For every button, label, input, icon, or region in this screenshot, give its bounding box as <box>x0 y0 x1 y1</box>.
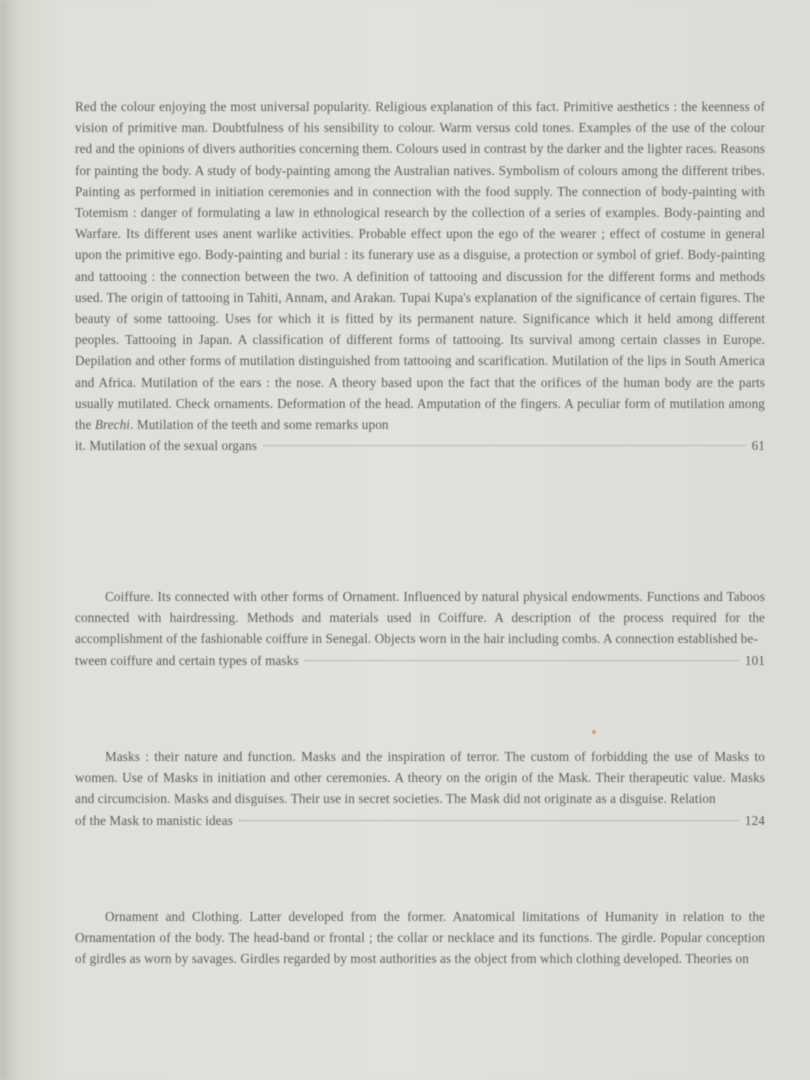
leader-dots <box>239 820 739 821</box>
ink-spot <box>592 730 596 734</box>
entry-page-line <box>75 435 765 456</box>
page-number: 124 <box>744 812 765 828</box>
entry-tail: tween coiffure and certain types of masks <box>75 652 299 668</box>
toc-entry-masks <box>75 746 765 831</box>
entry-page-line <box>75 650 765 671</box>
leader-dots <box>263 445 746 446</box>
page-number: 61 <box>751 438 765 454</box>
entry-tail: of the Mask to manistic ideas <box>75 812 233 828</box>
entry-text: Ornament and Clothing. Latter developed from the former. Anatomical limitations of Humanity in relation to the Ornamentation of the body. The head-band or frontal ; the collar or necklace and its functions. The girdle. Popular conception of girdles as worn by savages. Girdles regarded by most authorities as the object from which clothing developed. Theories on <box>75 909 765 967</box>
entry-page-line <box>75 810 765 831</box>
toc-entry-coiffure <box>75 586 765 671</box>
page-number: 101 <box>744 652 765 668</box>
entry-text: Coiffure. Its connected with other forms of Ornament. Influenced by natural physical endowments. Functions and Taboos connected with hairdressing. Methods and materials used in Coiffure. A description of the process required for the accomplishment of the fashionable coiffure in Senegal. Objects worn in the hair including combs. A connection established be- <box>75 589 765 647</box>
entry-body-continued: . Mutilation of the teeth and some remarks upon <box>130 417 389 433</box>
leader-dots <box>305 660 739 661</box>
toc-entry-body-painting <box>75 96 765 456</box>
toc-entry-ornament-clothing <box>75 906 765 970</box>
entry-body: Red the colour enjoying the most universal popularity. Religious explanation of this fact. Primitive aesthetics : the keenness of vision of primitive man. Doubtfulness of his sensibility to colour. Warm versus cold tones. Examples of the use of the colour red and the opinions of divers authorities concerning them. Colours used in contrast by the darker and the lighter races. Reasons for painting the body. A study of body-painting among the Australian natives. Symbolism of colours among the different tribes. Painting as performed in initiation ceremonies and in connection with the food supply. The connection of body-painting with Totemism : danger of formulating a law in ethnological research by the collection of a series of examples. Body-painting and Warfare. Its different uses anent warlike activities. Probable effect upon the ego of the wearer ; effect of costume in general upon the primitive ego. Body-painting and burial : its funerary use as a disguise, a protection or symbol of grief. Body-painting and tattooing : the connection between the two. A definition of tattooing and discussion for the different forms and methods used. The origin of tattooing in Tahiti, Annam, and Arakan. Tupai Kupa's explanation of the significance of certain figures. The beauty of some tattooing. Uses for which it is fitted by its permanent nature. Significance which it held among different peoples. Tattooing in Japan. A classification of different forms of tattooing. Its survival among certain classes in Europe. Depilation and other forms of mutilation distinguished from tattooing and scarification. Mutilation of the lips in South America and Africa. Mutilation of the ears : the nose. A theory based upon the fact that the orifices of the human body are the parts usually mutilated. Check ornaments. Deformation of the head. Amputation of the fingers. A peculiar form of mutilation among the <box>75 99 765 433</box>
entry-text <box>75 96 765 435</box>
italic-term: Brechi <box>94 417 131 433</box>
entry-text: Masks : their nature and function. Masks and the inspiration of terror. The custom of forbidding the use of Masks to women. Use of Masks in initiation and other ceremonies. A theory on the origin of the Mask. Their therapeutic value. Masks and circumcision. Masks and disguises. Their use in secret societies. The Mask did not originate as a disguise. Relation <box>75 749 765 807</box>
entry-tail: it. Mutilation of the sexual organs <box>75 438 257 454</box>
